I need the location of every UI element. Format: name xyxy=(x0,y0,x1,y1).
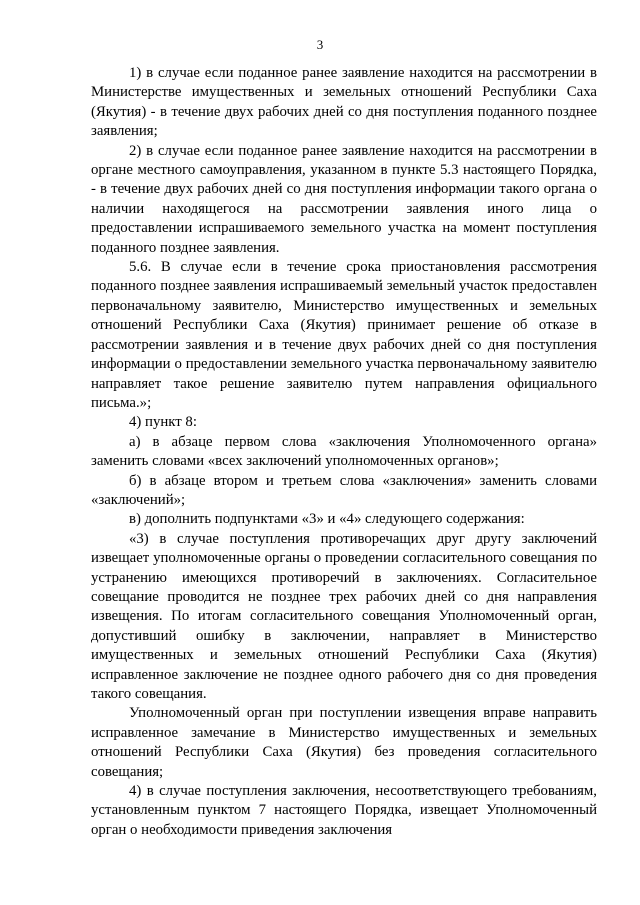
paragraph-new-item-3: «3) в случае поступления противоречащих друг другу заключений извещает уполномоченные органы о проведении согласительного совещания по устранению имеющихся противоречий в заключениях. Согласительное совещание проводится не позднее трех рабочих дней со дня направления извещения. По итогам согласительного совещания Уполномоченный орган, допустивший ошибку в заключении, направляет в Министерство имущественных и земельных отношений Республики Саха (Якутия) исправленное заключение не позднее одного рабочего дня со дня проведения такого совещания. xyxy=(91,530,597,702)
page-number: 3 xyxy=(316,37,324,52)
paragraph-item-4-point-8: 4) пункт 8: xyxy=(129,414,197,431)
paragraph-new-item-4: 4) в случае поступления заключения, несоответствующего требованиям, установленным пунктом 7 настоящего Порядка, извещает Уполномоченный орган о необходимости приведения заключения xyxy=(91,783,597,838)
paragraph-5-6: 5.6. В случае если в течение срока приостановления рассмотрения поданного позднее заявления испрашиваемый земельный участок предоставлен первоначальному заявителю, Министерство имущественных и земельных отношений Республики Саха (Якутия) принимает решение об отказе в рассмотрении заявления и в течение двух рабочих дней со дня поступления информации о предоставлении земельного участка первоначальному заявителю направляет такое решение заявителю путем направления официального письма.»; xyxy=(91,259,597,411)
paragraph-subitem-v: в) дополнить подпунктами «3» и «4» следующего содержания: xyxy=(129,511,525,528)
paragraph-item-1-case-ministry: 1) в случае если поданное ранее заявление находится на рассмотрении в Министерстве имущественных и земельных отношений Республики Саха (Якутия) - в течение двух рабочих дней со дня поступления поданного позднее заявления; xyxy=(91,65,597,140)
paragraph-subitem-a: а) в абзаце первом слова «заключения Уполномоченного органа» заменить словами «всех заключений уполномоченных органов»; xyxy=(91,433,597,470)
document-body xyxy=(91,64,597,840)
paragraph-item-2-case-local-authority: 2) в случае если поданное ранее заявление находится на рассмотрении в органе местного самоуправления, указанном в пункте 5.3 настоящего Порядка, - в течение двух рабочих дней со дня поступления информации такого органа о наличии находящегося на рассмотрении заявления иного лица о предоставлении испрашиваемого земельного участка на момент поступления поданного позднее заявления. xyxy=(91,142,597,256)
paragraph-subitem-b: б) в абзаце втором и третьем слова «заключения» заменить словами «заключений»; xyxy=(91,472,597,508)
paragraph-authorized-body: Уполномоченный орган при поступлении извещения вправе направить исправленное замечание в Министерство имущественных и земельных отношений Республики Саха (Якутия) без проведения согласительного совещания; xyxy=(91,705,597,780)
